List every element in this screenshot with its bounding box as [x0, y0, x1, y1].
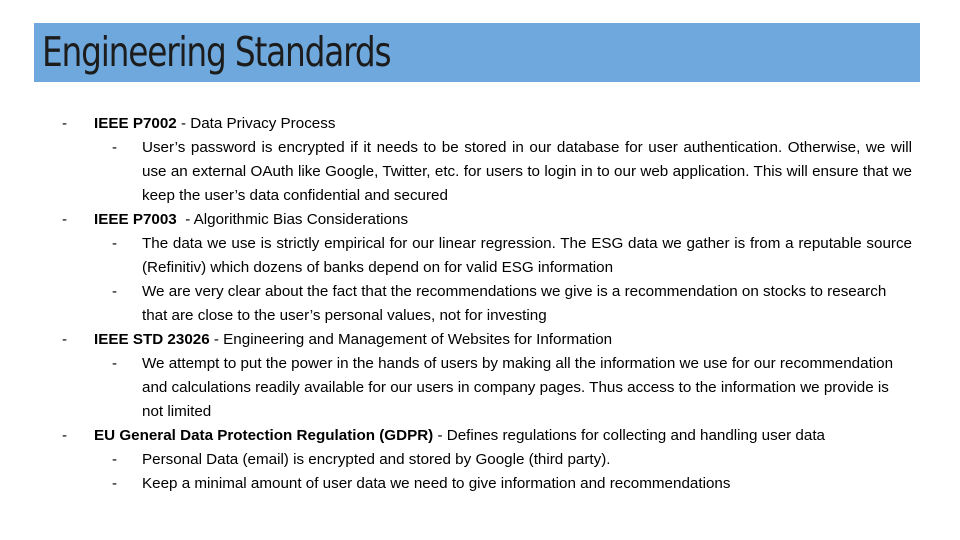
bullet-dash: -: [112, 235, 118, 252]
bullet-dash: -: [112, 355, 118, 372]
standard-description: - Engineering and Management of Websites for Information: [209, 331, 613, 348]
sub-bullet-text: Personal Data (email) is encrypted and stored by Google (third party).: [142, 451, 611, 468]
bullet-dash: -: [62, 331, 68, 348]
bullet-dash: -: [112, 475, 118, 492]
standard-description: - Defines regulations for collecting and handling user data: [433, 427, 825, 444]
sub-bullet: [60, 136, 912, 208]
bullet-dash: -: [112, 283, 118, 300]
bullet-dash: -: [62, 211, 68, 228]
sub-bullet: [60, 448, 912, 472]
bullet-dash: -: [62, 427, 68, 444]
slide-title: Engineering Standards: [42, 28, 391, 76]
standard-name: EU General Data Protection Regulation (GDPR): [94, 427, 434, 444]
bullet-dash: -: [112, 139, 118, 156]
sub-bullet: [60, 472, 912, 496]
standard-item-gdpr: [60, 424, 912, 448]
sub-bullet-text: We attempt to put the power in the hands of users by making all the information we use for our recommendation and calculations readily available for our users in company pages. Thus access to the information we provide is not limited: [142, 355, 894, 420]
standard-name: IEEE P7003: [94, 211, 177, 228]
sub-bullet: [60, 280, 912, 328]
standard-name: IEEE P7002: [94, 115, 177, 132]
sub-bullet-text: We are very clear about the fact that the recommendations we give is a recommendation on stocks to research that are close to the user’s personal values, not for investing: [142, 283, 887, 324]
standard-item-ieee-p7002: [60, 112, 912, 136]
standard-description: - Data Privacy Process: [176, 115, 336, 132]
sub-bullet-text: User’s password is encrypted if it needs to be stored in our database for user authentication. Otherwise, we will use an external OAuth like Google, Twitter, etc. for users to login in to our web application. This will ensure that we keep the user’s data confidential and secured: [142, 139, 912, 204]
bullet-dash: -: [112, 451, 118, 468]
sub-bullet-text: The data we use is strictly empirical for our linear regression. The ESG data we gather is from a reputable source (Refinitiv) which dozens of banks depend on for valid ESG information: [142, 235, 912, 276]
bullet-dash: -: [62, 115, 68, 132]
standard-item-ieee-std-23026: [60, 328, 912, 352]
sub-bullet-text: Keep a minimal amount of user data we need to give information and recommendations: [142, 475, 731, 492]
bullet-list: [60, 112, 912, 496]
standard-description: - Algorithmic Bias Considerations: [176, 211, 409, 228]
standard-item-ieee-p7003: [60, 208, 912, 232]
standard-name: IEEE STD 23026: [94, 331, 210, 348]
sub-bullet: [60, 352, 912, 424]
title-bar: [34, 23, 920, 82]
sub-bullet: [60, 232, 912, 280]
